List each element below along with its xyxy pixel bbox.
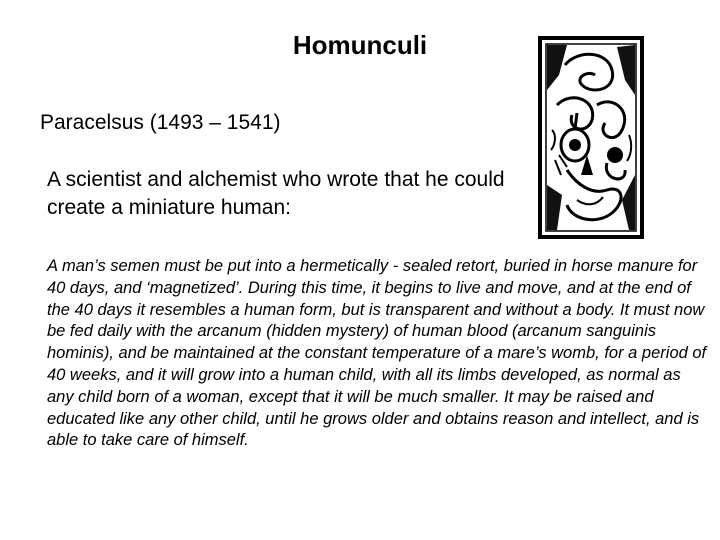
alchemy-woodcut-icon	[537, 35, 645, 240]
quote-paragraph: A man’s semen must be put into a hermetically - sealed retort, buried in horse manure for 40 days, and ‘magnetized’. During this time, it begins to live and move, and at the end of the 40 days it resembles a human form, but is transparent and without a body. It must now be fed daily with the arcanum (hidden mystery) of human blood (arcanum sanguinis hominis), and be maintained at the constant temperature of a mare’s womb, for a period of 40 weeks, and it will grow into a human child, with all its limbs developed, as normal as any child born of a woman, except that it will be much smaller. It may be raised and educated like any other child, until he grows older and obtains reason and intellect, and is able to take care of himself.	[47, 257, 707, 450]
subtitle: Paracelsus (1493 – 1541)	[40, 111, 281, 134]
description: A scientist and alchemist who wrote that he could create a miniature human:	[47, 168, 505, 219]
slide-title: Homunculi	[292, 30, 428, 60]
